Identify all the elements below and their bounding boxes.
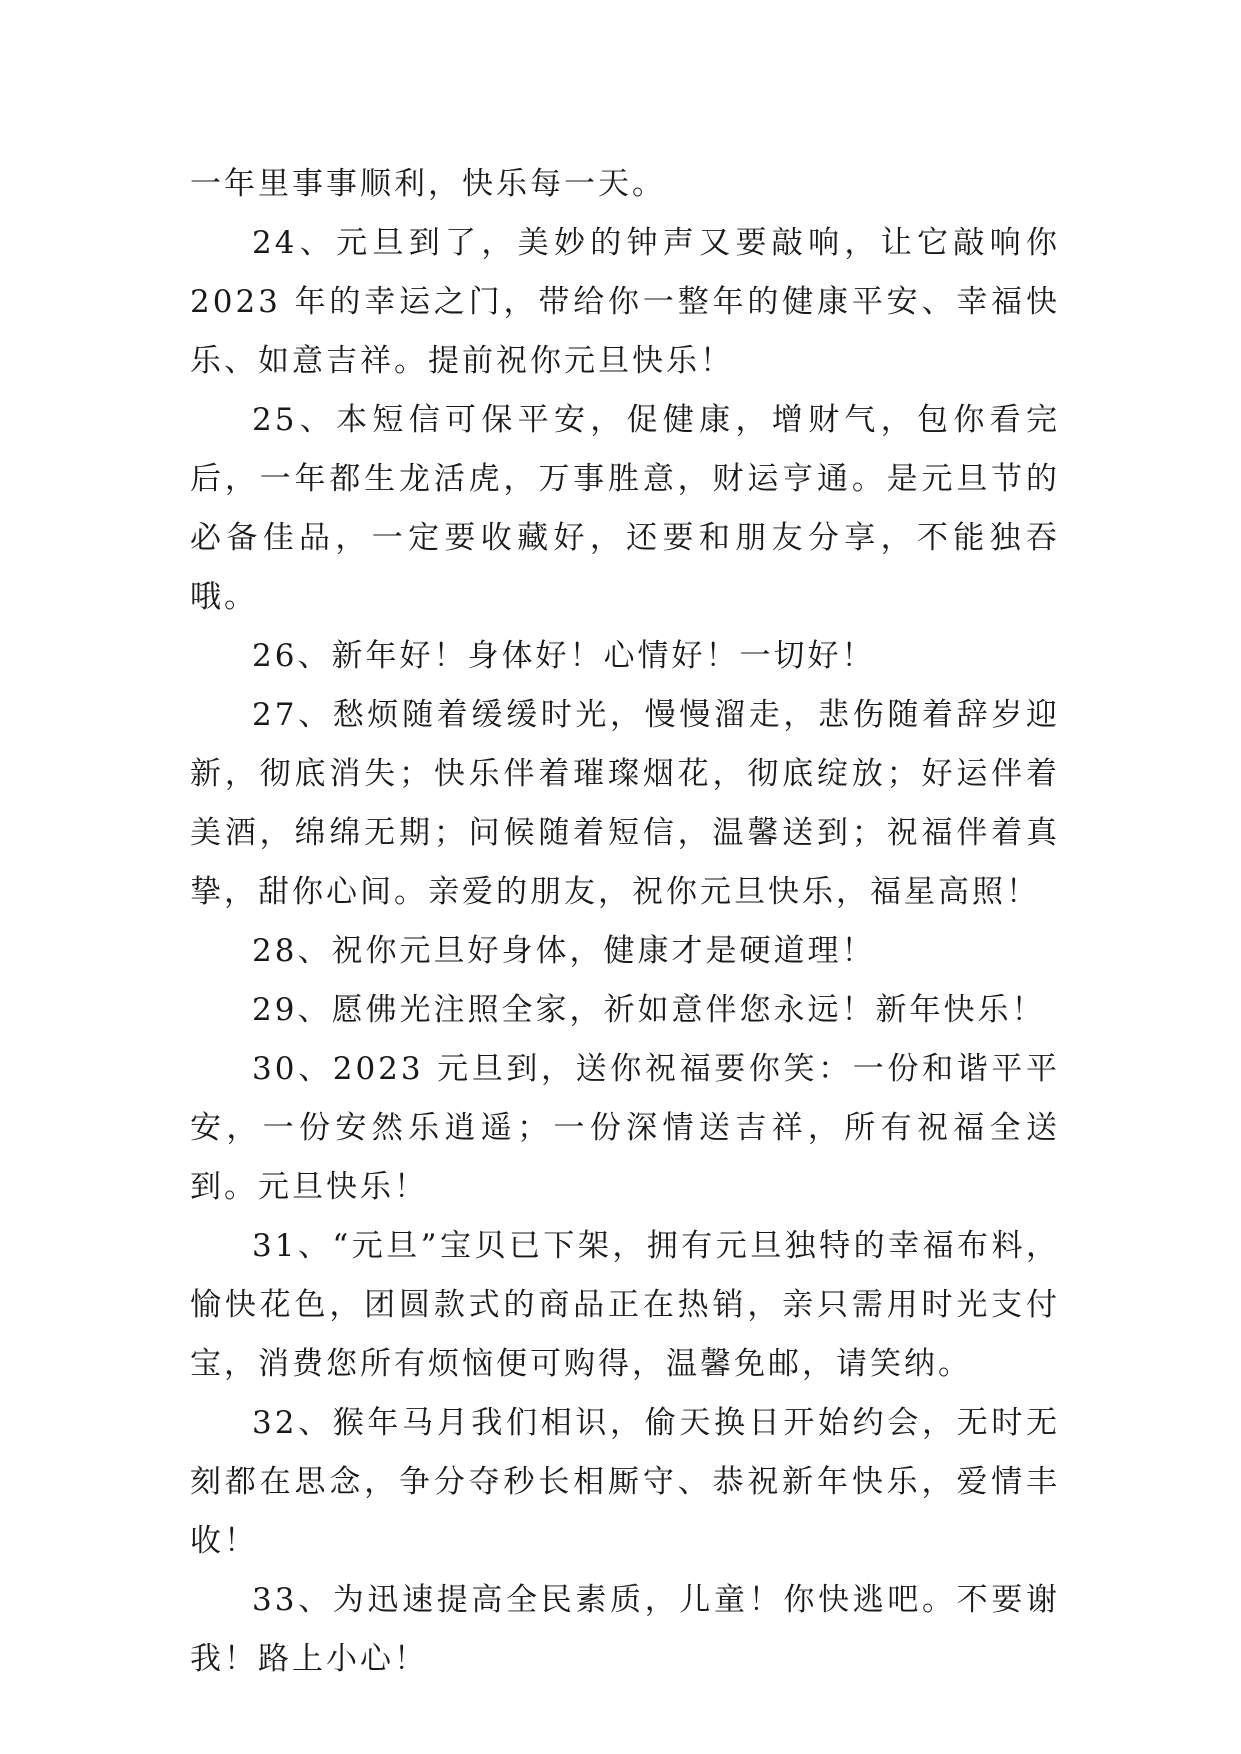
paragraph-29: 29、愿佛光注照全家，祈如意伴您永远！新年快乐！ [252,992,1046,1028]
document-body [190,155,1060,1689]
paragraph-27: 27、愁烦随着缓缓时光，慢慢溜走，悲伤随着辞岁迎新，彻底消失；快乐伴着璀璨烟花，彻底绽放；好运伴着美酒，绵绵无期；问候随着短信，温馨送到；祝福伴着真挚，甜你心间。亲爱的朋友，祝你元旦快乐，福星高照！ [190,697,1060,910]
paragraph-continuation: 一年里事事顺利，快乐每一天。 [190,166,666,202]
paragraph-31: 31、“元旦”宝贝已下架，拥有元旦独特的幸福布料，愉快花色，团圆款式的商品正在热销，亲只需用时光支付宝，消费您所有烦恼便可购得，温馨免邮，请笑纳。 [190,1228,1060,1382]
paragraph-30: 30、2023 元旦到，送你祝福要你笑：一份和谐平平安，一份安然乐逍遥；一份深情送吉祥，所有祝福全送到。元旦快乐！ [190,1051,1060,1205]
paragraph-32: 32、猴年马月我们相识，偷天换日开始约会，无时无刻都在思念，争分夺秒长相厮守、恭祝新年快乐，爱情丰收！ [190,1405,1060,1559]
paragraph-24: 24、元旦到了，美妙的钟声又要敲响，让它敲响你 2023 年的幸运之门，带给你一整年的健康平安、幸福快乐、如意吉祥。提前祝你元旦快乐！ [190,225,1060,379]
paragraph-33: 33、为迅速提高全民素质，儿童！你快逃吧。不要谢我！路上小心！ [190,1582,1060,1677]
paragraph-25: 25、本短信可保平安，促健康，增财气，包你看完后，一年都生龙活虎，万事胜意，财运亨通。是元旦节的必备佳品，一定要收藏好，还要和朋友分享，不能独吞哦。 [190,402,1060,615]
paragraph-28: 28、祝你元旦好身体，健康才是硬道理！ [252,933,876,969]
paragraph-26: 26、新年好！身体好！心情好！一切好！ [252,638,876,674]
